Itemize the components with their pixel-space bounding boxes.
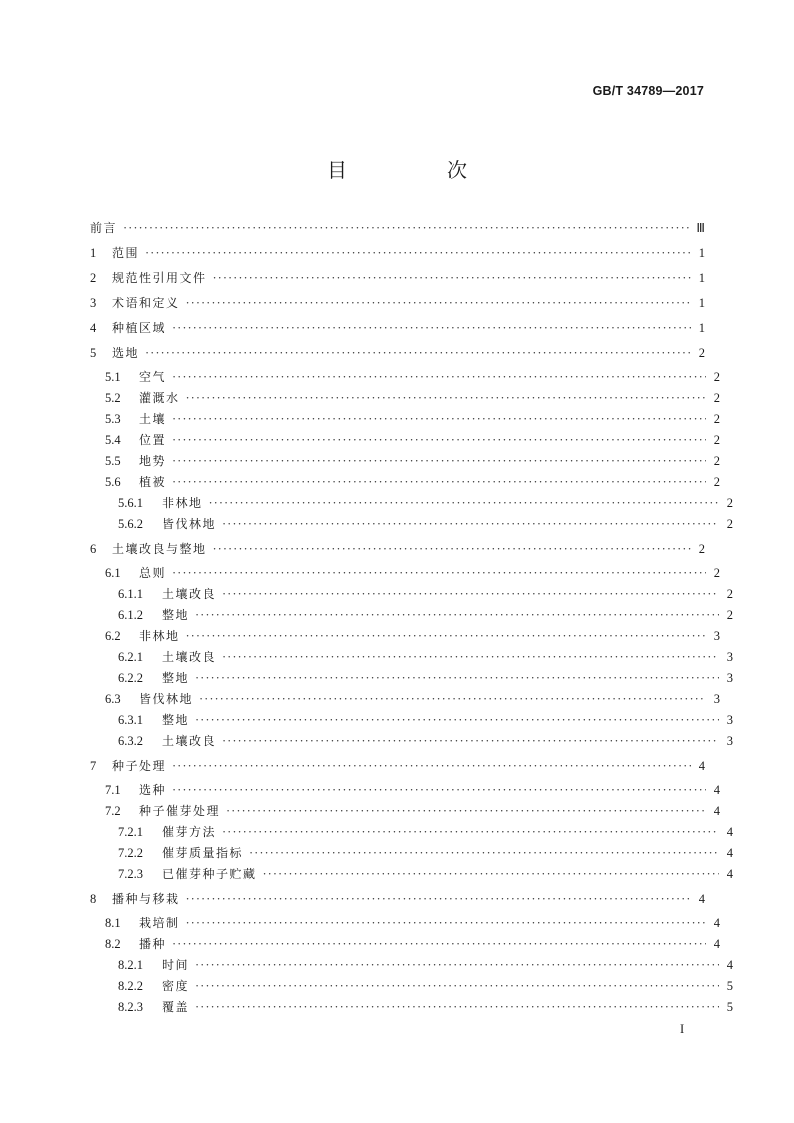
toc-entry[interactable] [90,823,733,841]
dot-leader [172,473,706,491]
toc-entry[interactable] [90,219,705,237]
toc-entry-number: 7.2.1 [118,825,143,839]
toc-entry-page: 2 [713,433,720,447]
dot-leader [195,669,719,687]
toc-entry-page: 1 [698,296,705,310]
toc-entry-number: 5.1 [105,370,121,384]
toc-entry[interactable] [90,494,733,512]
toc-entry-number: 6 [90,542,97,556]
dot-leader [226,802,706,820]
dot-leader [186,627,706,645]
toc-entry-page: 2 [713,370,720,384]
toc-entry-number: 8 [90,892,97,906]
toc-entry-label: 规范性引用文件 [112,271,207,285]
dot-leader [195,606,719,624]
toc-entry-number: 6.1 [105,566,121,580]
dot-leader [263,865,719,883]
toc-entry[interactable] [90,627,720,645]
toc-entry-page: 4 [713,916,720,930]
dot-leader [209,494,719,512]
toc-entry-label: 整地 [162,713,190,727]
toc-entry[interactable] [90,781,720,799]
toc-entry[interactable] [90,564,720,582]
dot-leader [195,711,719,729]
toc-entry-label: 位置 [139,433,167,447]
toc-entry[interactable] [90,865,733,883]
dot-leader [222,732,719,750]
dot-leader [186,389,706,407]
toc-entry-page: 2 [713,566,720,580]
toc-entry-page: 3 [726,713,733,727]
toc-entry-label: 地势 [139,454,167,468]
toc-entry-page: 2 [698,346,705,360]
toc-entry-page: 4 [713,804,720,818]
toc-entry-label: 催芽质量指标 [162,846,244,860]
toc-entry-page: 4 [698,892,705,906]
toc-entry[interactable] [90,585,733,603]
toc-entry-label: 整地 [162,608,190,622]
toc-entry[interactable] [90,540,705,558]
toc-entry-number: 8.2 [105,937,121,951]
toc-entry[interactable] [90,244,705,262]
dot-leader [145,244,691,262]
toc-entry-number: 5.3 [105,412,121,426]
toc-entry[interactable] [90,757,705,775]
toc-entry-page: 3 [726,650,733,664]
toc-entry-label: 选种 [139,783,167,797]
toc-entry-page: 3 [713,692,720,706]
toc-entry-number: 6.2.1 [118,650,143,664]
toc-entry-label: 前言 [90,221,118,235]
toc-entry[interactable] [90,802,720,820]
toc-entry[interactable] [90,368,720,386]
toc-entry-label: 土壤改良 [162,587,217,601]
toc-entry[interactable] [90,669,733,687]
dot-leader [186,890,691,908]
toc-entry-page: 3 [713,629,720,643]
toc-entry-label: 非林地 [139,629,180,643]
toc-entry-label: 种植区域 [112,321,167,335]
toc-entry-page: 3 [726,734,733,748]
toc-entry-number: 3 [90,296,97,310]
dot-leader [222,823,719,841]
dot-leader [213,540,691,558]
toc-entry-page: 2 [726,587,733,601]
toc-entry-number: 6.2.2 [118,671,143,685]
toc-entry-page: 2 [726,517,733,531]
toc-entry-number: 6.1.2 [118,608,143,622]
toc-entry-label: 种子催芽处理 [139,804,221,818]
toc-entry[interactable] [90,732,733,750]
dot-leader [172,410,706,428]
toc-entry-page: 4 [726,867,733,881]
dot-leader [145,344,691,362]
toc-entry-page: 4 [726,825,733,839]
toc-entry[interactable] [90,294,705,312]
toc-entry[interactable] [90,431,720,449]
toc-entry[interactable] [90,269,705,287]
standard-code: GB/T 34789—2017 [592,84,704,98]
toc-entry-number: 4 [90,321,97,335]
toc-entry[interactable] [90,998,733,1016]
dot-leader [123,219,690,237]
toc-entry[interactable] [90,452,720,470]
toc-entry-number: 7.1 [105,783,121,797]
toc-entry-label: 播种与移栽 [112,892,180,906]
toc-entry-page: 4 [713,937,720,951]
dot-leader [249,844,719,862]
toc-entry-label: 土壤改良与整地 [112,542,207,556]
toc-entry-label: 催芽方法 [162,825,217,839]
dot-leader [186,914,706,932]
toc-entry-page: 1 [698,321,705,335]
toc-entry-label: 术语和定义 [112,296,180,310]
toc-entry-label: 植被 [139,475,167,489]
page-number: I [680,1022,685,1036]
toc-entry-page: 2 [726,496,733,510]
dot-leader [199,690,706,708]
toc-entry-number: 6.3.1 [118,713,143,727]
toc-entry-page: 2 [713,475,720,489]
dot-leader [222,515,719,533]
dot-leader [172,564,706,582]
toc-entry-number: 1 [90,246,97,260]
dot-leader [222,648,719,666]
toc-entry-number: 5.6.1 [118,496,143,510]
dot-leader [172,452,706,470]
toc-entry-label: 总则 [139,566,167,580]
toc-entry-number: 6.2 [105,629,121,643]
toc-entry[interactable] [90,515,733,533]
toc-entry-page: 5 [726,979,733,993]
toc-entry-number: 8.2.3 [118,1000,143,1014]
dot-leader [172,935,706,953]
toc-entry-number: 6.1.1 [118,587,143,601]
toc-entry-number: 6.3 [105,692,121,706]
toc-entry[interactable] [90,690,720,708]
toc-entry[interactable] [90,319,705,337]
dot-leader [222,585,719,603]
toc-entry-page: 3 [726,671,733,685]
dot-leader [195,977,719,995]
toc-entry[interactable] [90,410,720,428]
toc-entry-label: 已催芽种子贮藏 [162,867,257,881]
toc-entry-page: 1 [698,271,705,285]
dot-leader [172,368,706,386]
toc-entry-number: 5 [90,346,97,360]
toc-entry-page: 2 [698,542,705,556]
toc-entry-number: 5.4 [105,433,121,447]
toc-entry-label: 密度 [162,979,190,993]
toc-entry[interactable] [90,956,733,974]
toc-entry-number: 5.2 [105,391,121,405]
toc-entry[interactable] [90,389,720,407]
toc-entry-number: 5.6 [105,475,121,489]
toc-entry-number: 7 [90,759,97,773]
dot-leader [172,431,706,449]
dot-leader [172,781,706,799]
toc-entry-page: 2 [713,412,720,426]
toc-entry-label: 土壤 [139,412,167,426]
toc-entry-number: 6.3.2 [118,734,143,748]
toc-entry[interactable] [90,648,733,666]
toc-entry-page: 4 [726,958,733,972]
toc-entry[interactable] [90,914,720,932]
toc-entry-label: 皆伐林地 [162,517,217,531]
toc-entry[interactable] [90,473,720,491]
toc-entry-number: 8.1 [105,916,121,930]
dot-leader [213,269,691,287]
toc-entry-page: 5 [726,1000,733,1014]
toc-entry-number: 5.5 [105,454,121,468]
toc-entry-number: 7.2.3 [118,867,143,881]
toc-entry-label: 覆盖 [162,1000,190,1014]
toc-entry-number: 2 [90,271,97,285]
toc-entry-label: 时间 [162,958,190,972]
toc-entry-label: 栽培制 [139,916,180,930]
toc-entry[interactable] [90,606,733,624]
toc-entry-label: 皆伐林地 [139,692,194,706]
toc-entry-label: 种子处理 [112,759,167,773]
toc-entry[interactable] [90,977,733,995]
page-title: 目 次 [327,158,507,182]
dot-leader [195,998,719,1016]
toc-entry-page: 2 [713,391,720,405]
dot-leader [186,294,691,312]
toc-entry-label: 灌溉水 [139,391,180,405]
toc-entry[interactable] [90,844,733,862]
dot-leader [172,319,691,337]
toc-entry-label: 选地 [112,346,140,360]
dot-leader [172,757,691,775]
toc-entry[interactable] [90,935,720,953]
toc-entry[interactable] [90,344,705,362]
toc-entry-label: 整地 [162,671,190,685]
toc-entry-number: 7.2.2 [118,846,143,860]
toc-entry-number: 5.6.2 [118,517,143,531]
toc-entry-label: 范围 [112,246,140,260]
toc-entry-page: 4 [726,846,733,860]
toc-entry-number: 8.2.2 [118,979,143,993]
toc-entry-page: 2 [713,454,720,468]
toc-entry-page: Ⅲ [696,221,705,235]
toc-entry-label: 播种 [139,937,167,951]
toc-entry-label: 土壤改良 [162,734,217,748]
toc-entry-number: 8.2.1 [118,958,143,972]
toc-entry-page: 4 [713,783,720,797]
toc-entry[interactable] [90,890,705,908]
toc-entry-page: 1 [698,246,705,260]
toc-entry-label: 非林地 [162,496,203,510]
toc-entry-page: 4 [698,759,705,773]
toc-entry-number: 7.2 [105,804,121,818]
toc-entry[interactable] [90,711,733,729]
toc-entry-page: 2 [726,608,733,622]
toc-entry-label: 空气 [139,370,167,384]
toc-entry-label: 土壤改良 [162,650,217,664]
dot-leader [195,956,719,974]
